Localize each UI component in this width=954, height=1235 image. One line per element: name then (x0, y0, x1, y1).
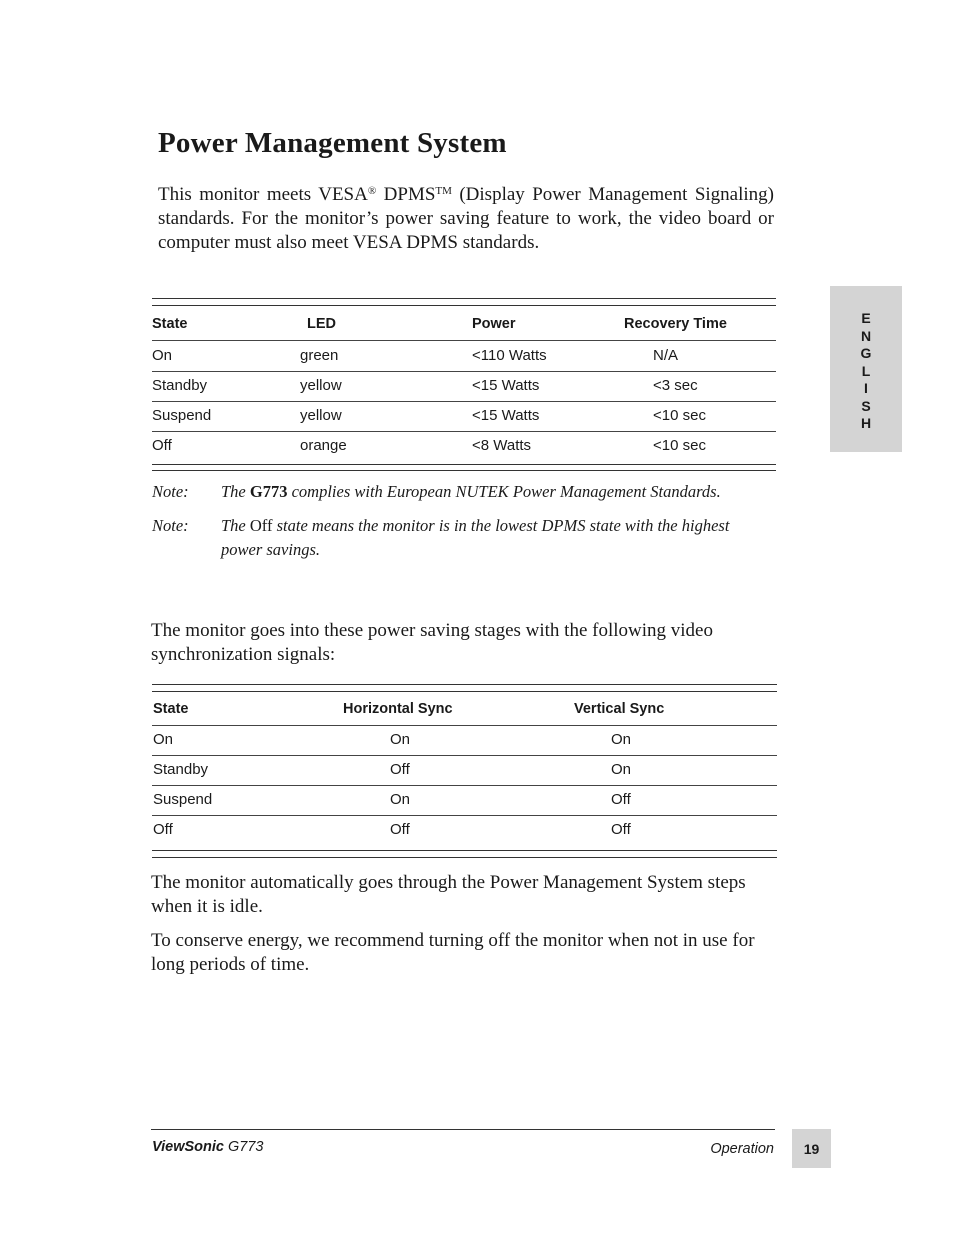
header-recovery-time: Recovery Time (624, 316, 727, 332)
table-row (152, 401, 776, 432)
header-power: Power (472, 316, 516, 332)
cell-power: <15 Watts (472, 377, 540, 394)
cell-horizontal: On (390, 731, 411, 748)
cell-state: Suspend (153, 791, 213, 808)
table-row (152, 725, 777, 756)
note-label: Note: (152, 482, 189, 501)
footer-brand-name: ViewSonic (152, 1139, 224, 1155)
note-text (221, 514, 771, 562)
side-tab-letter: S (861, 397, 871, 414)
cell-led: yellow (300, 377, 342, 394)
header-horizontal-sync: Horizontal Sync (343, 701, 453, 717)
table-row (152, 341, 776, 372)
cell-state: Standby (152, 377, 208, 394)
table-row (152, 371, 776, 402)
footer-rule (151, 1129, 775, 1130)
sync-table-header (152, 695, 777, 726)
note-off-word: Off (249, 516, 273, 535)
cell-vertical: Off (611, 791, 631, 808)
side-tab-letter: G (860, 345, 872, 361)
cell-vertical: Off (611, 821, 631, 838)
cell-led: green (300, 347, 339, 364)
note-text-post: state means the monitor is in the lowest DPMS state with the highest power savings. (221, 516, 730, 559)
side-tab-letter: I (864, 380, 868, 396)
side-tab-letter: H (860, 415, 872, 431)
cell-led: yellow (300, 407, 342, 424)
table-row (152, 785, 777, 816)
cell-led: orange (300, 437, 347, 454)
header-vertical-sync: Vertical Sync (574, 701, 665, 717)
footer-model: G773 (228, 1139, 264, 1155)
conserve-paragraph: To conserve energy, we recommend turning off the monitor when not in use for long periods of time. (151, 930, 755, 975)
header-state: State (153, 701, 189, 717)
idle-paragraph: The monitor automatically goes through the Power Management System steps when it is idle. (151, 872, 746, 917)
cell-power: <110 Watts (472, 347, 547, 364)
intro-paragraph (158, 183, 774, 255)
table-row (152, 431, 776, 461)
cell-recovery: N/A (653, 347, 679, 364)
cell-state: Off (153, 821, 173, 838)
header-state: State (152, 316, 188, 332)
cell-horizontal: On (390, 791, 411, 808)
trademark-mark: TM (435, 185, 452, 197)
side-tab-letter: N (860, 327, 872, 344)
header-led: LED (307, 316, 336, 332)
cell-power: <15 Watts (472, 407, 540, 424)
note-label: Note: (152, 516, 189, 535)
page-number: 19 (792, 1129, 831, 1168)
sync-intro-paragraph: The monitor goes into these power saving stages with the following video synchronization signals: (151, 620, 713, 665)
power-table-header (152, 310, 776, 341)
note-text-pre: The (221, 482, 250, 501)
language-side-tab (830, 286, 902, 452)
side-tab-letter: E (861, 310, 871, 326)
note-model: G773 (249, 482, 288, 501)
cell-recovery: <3 sec (653, 377, 698, 394)
cell-vertical: On (611, 761, 632, 778)
cell-state: Standby (153, 761, 209, 778)
sync-table (152, 684, 777, 859)
cell-horizontal: Off (390, 761, 410, 778)
side-tab-letters (830, 310, 902, 433)
cell-state: Off (152, 437, 172, 454)
cell-power: <8 Watts (472, 437, 532, 454)
footer-brand (152, 1139, 264, 1155)
note-text-post: complies with European NUTEK Power Management Standards. (287, 482, 721, 501)
intro-text-1: This monitor meets VESA (158, 184, 368, 205)
cell-state: On (152, 347, 173, 364)
cell-horizontal: Off (390, 821, 410, 838)
table-row (152, 815, 777, 845)
note-text (221, 480, 771, 504)
note-text-pre: The (221, 516, 250, 535)
table-row (152, 755, 777, 786)
cell-recovery: <10 sec (653, 407, 706, 424)
cell-state: Suspend (152, 407, 212, 424)
intro-text-2: DPMS (376, 184, 436, 205)
footer-section: Operation (710, 1141, 774, 1157)
cell-state: On (153, 731, 174, 748)
registered-mark: ® (367, 185, 377, 197)
power-table (152, 298, 776, 473)
intro-text-3: (Display Power Management Signaling) standards. For the monitor’s power saving feature to work, the video board or computer must also meet VESA DPMS standards. (158, 184, 774, 253)
cell-vertical: On (611, 731, 632, 748)
page-title: Power Management System (158, 127, 507, 159)
side-tab-letter: L (861, 362, 871, 379)
cell-recovery: <10 sec (653, 437, 706, 454)
